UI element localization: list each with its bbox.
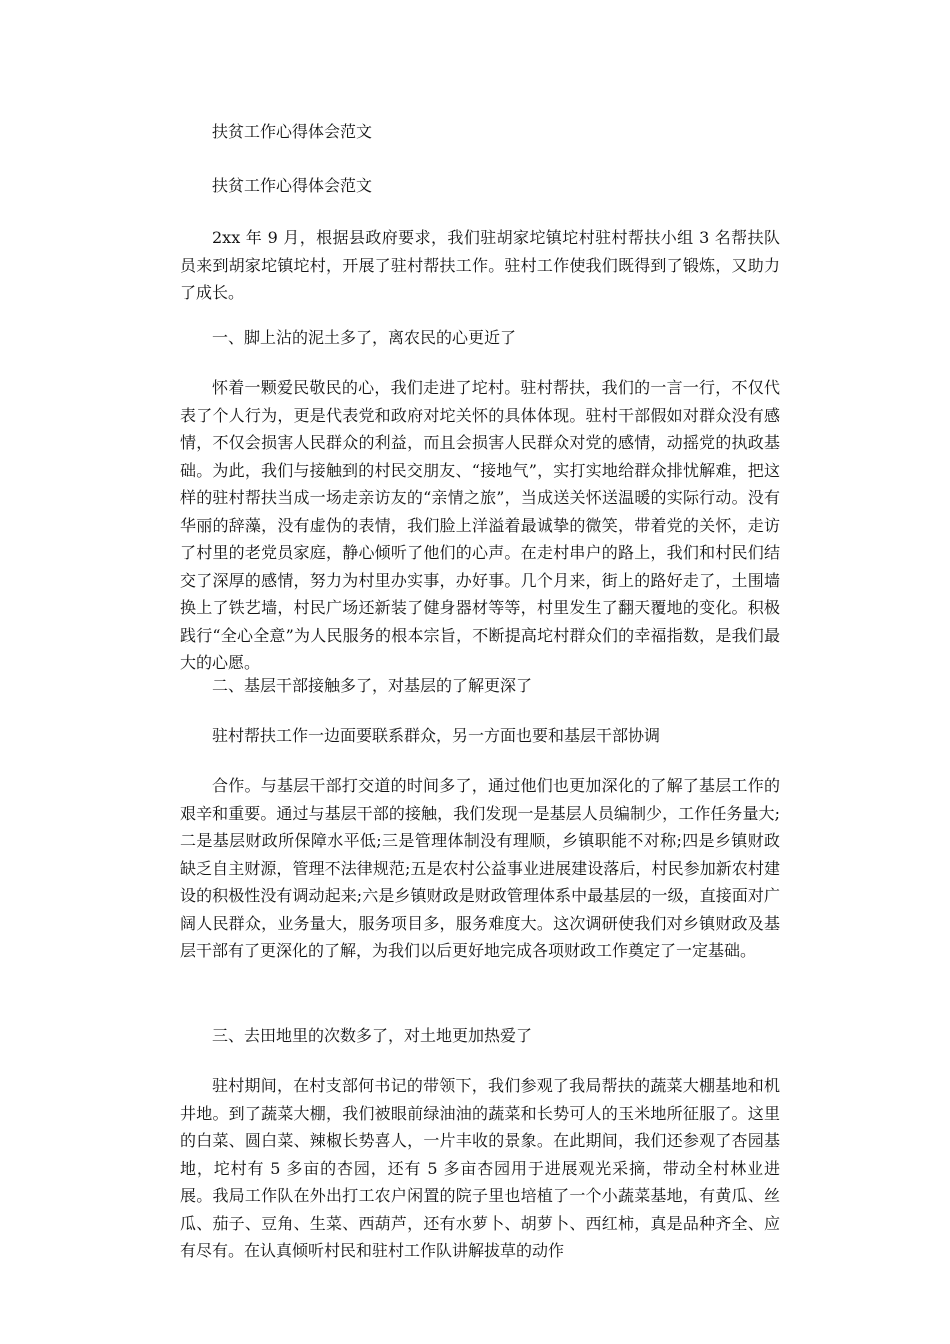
document-subtitle: 扶贫工作心得体会范文 bbox=[212, 176, 373, 195]
section-2-paragraph: 合作。与基层干部打交道的时间多了，通过他们也更加深化的了解了基层工作的艰辛和重要。通过与基层干部的接触，我们发现一是基层人员编制少，工作任务量大;二是基层财政所保障水平低;三是管理体制没有理顺，乡镇职能不对称;四是乡镇财政缺乏自主财源，管理不法律规范;五是农村公益事业进展建设落后，村民参加新农村建设的积极性没有调动起来;六是乡镇财政是财政管理体系中最基层的一级，直接面对广阔人民群众，业务量大，服务项目多，服务难度大。这次调研使我们对乡镇财政及基层干部有了更深化的了解，为我们以后更好地完成各项财政工作奠定了一定基础。 bbox=[180, 776, 780, 960]
document-title: 扶贫工作心得体会范文 bbox=[212, 122, 373, 141]
section-1-paragraph: 怀着一颗爱民敬民的心，我们走进了坨村。驻村帮扶，我们的一言一行，不仅代表了个人行为，更是代表党和政府对坨关怀的具体体现。驻村干部假如对群众没有感情，不仅会损害人民群众的利益，而且会损害人民群众对党的感情，动摇党的执政基础。为此，我们与接触到的村民交朋友、“接地气”，实打实地给群众排忧解难，把这样的驻村帮扶当成一场走亲访友的“亲情之旅”，当成送关怀送温暖的实际行动。没有华丽的辞藻，没有虚伪的表情，我们脸上洋溢着最诚挚的微笑，带着党的关怀，走访了村里的老党员家庭，静心倾听了他们的心声。在走村串户的路上，我们和村民们结交了深厚的感情，努力为村里办实事，办好事。几个月来，街上的路好走了，土围墙换上了铁艺墙，村民广场还新装了健身器材等等，村里发生了翻天覆地的变化。积极践行“全心全意”为人民服务的根本宗旨，不断提高坨村群众们的幸福指数，是我们最大的心愿。 bbox=[180, 378, 780, 672]
section-1-heading: 一、脚上沾的泥土多了，离农民的心更近了 bbox=[212, 328, 517, 347]
section-2-lead: 驻村帮扶工作一边面要联系群众，另一方面也要和基层干部协调 bbox=[212, 726, 661, 745]
intro-paragraph: 2xx 年 9 月，根据县政府要求，我们驻胡家坨镇坨村驻村帮扶小组 3 名帮扶队员来到胡家坨镇坨村，开展了驻村帮扶工作。驻村工作使我们既得到了锻炼，又助力了成长。 bbox=[180, 228, 780, 302]
section-2-heading: 二、基层干部接触多了，对基层的了解更深了 bbox=[212, 676, 533, 695]
section-3-paragraph: 驻村期间，在村支部何书记的带领下，我们参观了我局帮扶的蔬菜大棚基地和机井地。到了蔬菜大棚，我们被眼前绿油油的蔬菜和长势可人的玉米地所征服了。这里的白菜、圆白菜、辣椒长势喜人，一片丰收的景象。在此期间，我们还参观了杏园基地，坨村有 5 多亩的杏园，还有 5 多亩杏园用于进展观光采摘，带动全村林业进展。我局工作队在外出打工农户闲置的院子里也培植了一个小蔬菜基地，有黄瓜、丝瓜、茄子、豆角、生菜、西葫芦，还有水萝卜、胡萝卜、西红柿，真是品种齐全、应有尽有。在认真倾听村民和驻村工作队讲解拔草的动作 bbox=[180, 1076, 780, 1260]
section-3-heading: 三、去田地里的次数多了，对土地更加热爱了 bbox=[212, 1026, 533, 1045]
